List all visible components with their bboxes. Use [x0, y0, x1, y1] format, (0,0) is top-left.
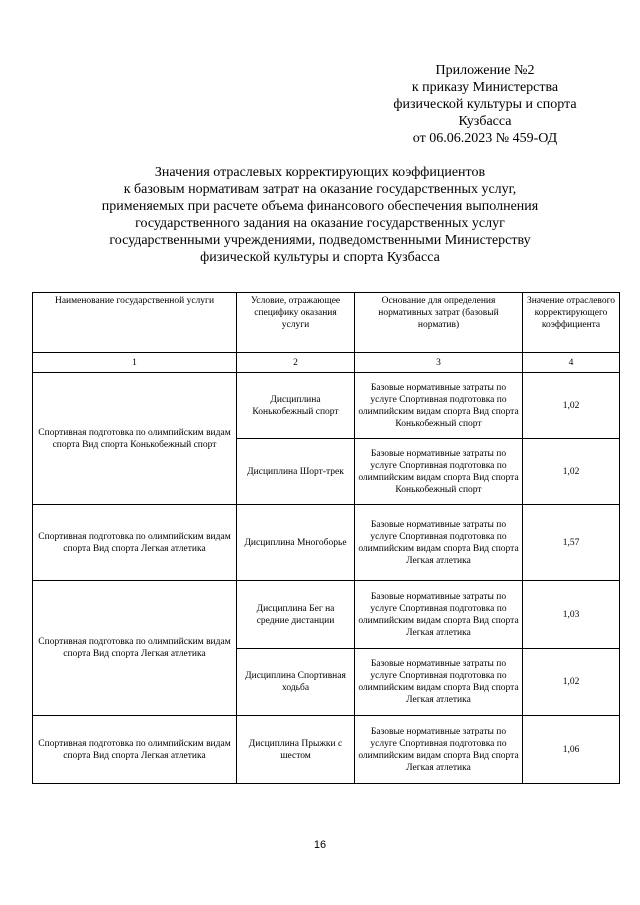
- basis-cell: Базовые нормативные затраты по услуге Спортивная подготовка по олимпийским видам спорта Вид спорта Легкая атлетика: [355, 649, 523, 716]
- table-row: [33, 581, 620, 649]
- service-cell: Спортивная подготовка по олимпийским видам спорта Вид спорта Легкая атлетика: [33, 581, 237, 716]
- header-line: к приказу Министерства: [411, 80, 559, 95]
- condition-cell: Дисциплина Шорт-трек: [237, 439, 355, 505]
- header-line: физической культуры и спорта: [393, 97, 577, 112]
- title-line: государственными учреждениями, подведомственными Министерству: [109, 233, 531, 248]
- appendix-header: [360, 62, 610, 147]
- title-line: государственного задания на оказание государственных услуг: [135, 216, 505, 231]
- value-cell: 1,57: [523, 505, 620, 581]
- title-line: Значения отраслевых корректирующих коэффициентов: [154, 165, 486, 180]
- service-cell: Спортивная подготовка по олимпийским видам спорта Вид спорта Конькобежный спорт: [33, 373, 237, 505]
- value-cell: 1,02: [523, 439, 620, 505]
- header-condition: Условие, отражающее специфику оказания услуги: [237, 293, 355, 353]
- column-number: 1: [33, 353, 237, 373]
- basis-cell: Базовые нормативные затраты по услуге Спортивная подготовка по олимпийским видам спорта Вид спорта Легкая атлетика: [355, 716, 523, 784]
- service-cell: Спортивная подготовка по олимпийским видам спорта Вид спорта Легкая атлетика: [33, 716, 237, 784]
- basis-cell: Базовые нормативные затраты по услуге Спортивная подготовка по олимпийским видам спорта Вид спорта Конькобежный спорт: [355, 439, 523, 505]
- table-row: [33, 505, 620, 581]
- value-cell: 1,02: [523, 649, 620, 716]
- value-cell: 1,03: [523, 581, 620, 649]
- title-line: к базовым нормативам затрат на оказание государственных услуг,: [123, 182, 517, 197]
- title-line: физической культуры и спорта Кузбасса: [200, 250, 440, 265]
- basis-cell: Базовые нормативные затраты по услуге Спортивная подготовка по олимпийским видам спорта Вид спорта Легкая атлетика: [355, 581, 523, 649]
- header-service: Наименование государственной услуги: [33, 293, 237, 353]
- column-number: 4: [523, 353, 620, 373]
- header-value: Значение отраслевого корректирующего коэффициента: [523, 293, 620, 353]
- condition-cell: Дисциплина Многоборье: [237, 505, 355, 581]
- header-line: Кузбасса: [458, 114, 512, 129]
- table-row: [33, 716, 620, 784]
- condition-cell: Дисциплина Спортивная ходьба: [237, 649, 355, 716]
- value-cell: 1,06: [523, 716, 620, 784]
- header-line: от 06.06.2023 № 459-ОД: [412, 131, 558, 146]
- value-cell: 1,02: [523, 373, 620, 439]
- table-row: [33, 373, 620, 439]
- title-line: применяемых при расчете объема финансового обеспечения выполнения: [101, 199, 539, 214]
- table-header-row: [33, 293, 620, 353]
- document-title: [40, 164, 600, 266]
- service-cell: Спортивная подготовка по олимпийским видам спорта Вид спорта Легкая атлетика: [33, 505, 237, 581]
- column-number: 3: [355, 353, 523, 373]
- condition-cell: Дисциплина Конькобежный спорт: [237, 373, 355, 439]
- basis-cell: Базовые нормативные затраты по услуге Спортивная подготовка по олимпийским видам спорта Вид спорта Легкая атлетика: [355, 505, 523, 581]
- condition-cell: Дисциплина Прыжки с шестом: [237, 716, 355, 784]
- condition-cell: Дисциплина Бег на средние дистанции: [237, 581, 355, 649]
- page-number: 16: [313, 839, 327, 851]
- column-number: 2: [237, 353, 355, 373]
- coefficients-table: [32, 292, 620, 784]
- basis-cell: Базовые нормативные затраты по услуге Спортивная подготовка по олимпийским видам спорта Вид спорта Конькобежный спорт: [355, 373, 523, 439]
- header-basis: Основание для определения нормативных затрат (базовый норматив): [355, 293, 523, 353]
- header-line: Приложение №2: [435, 63, 535, 78]
- table-number-row: [33, 353, 620, 373]
